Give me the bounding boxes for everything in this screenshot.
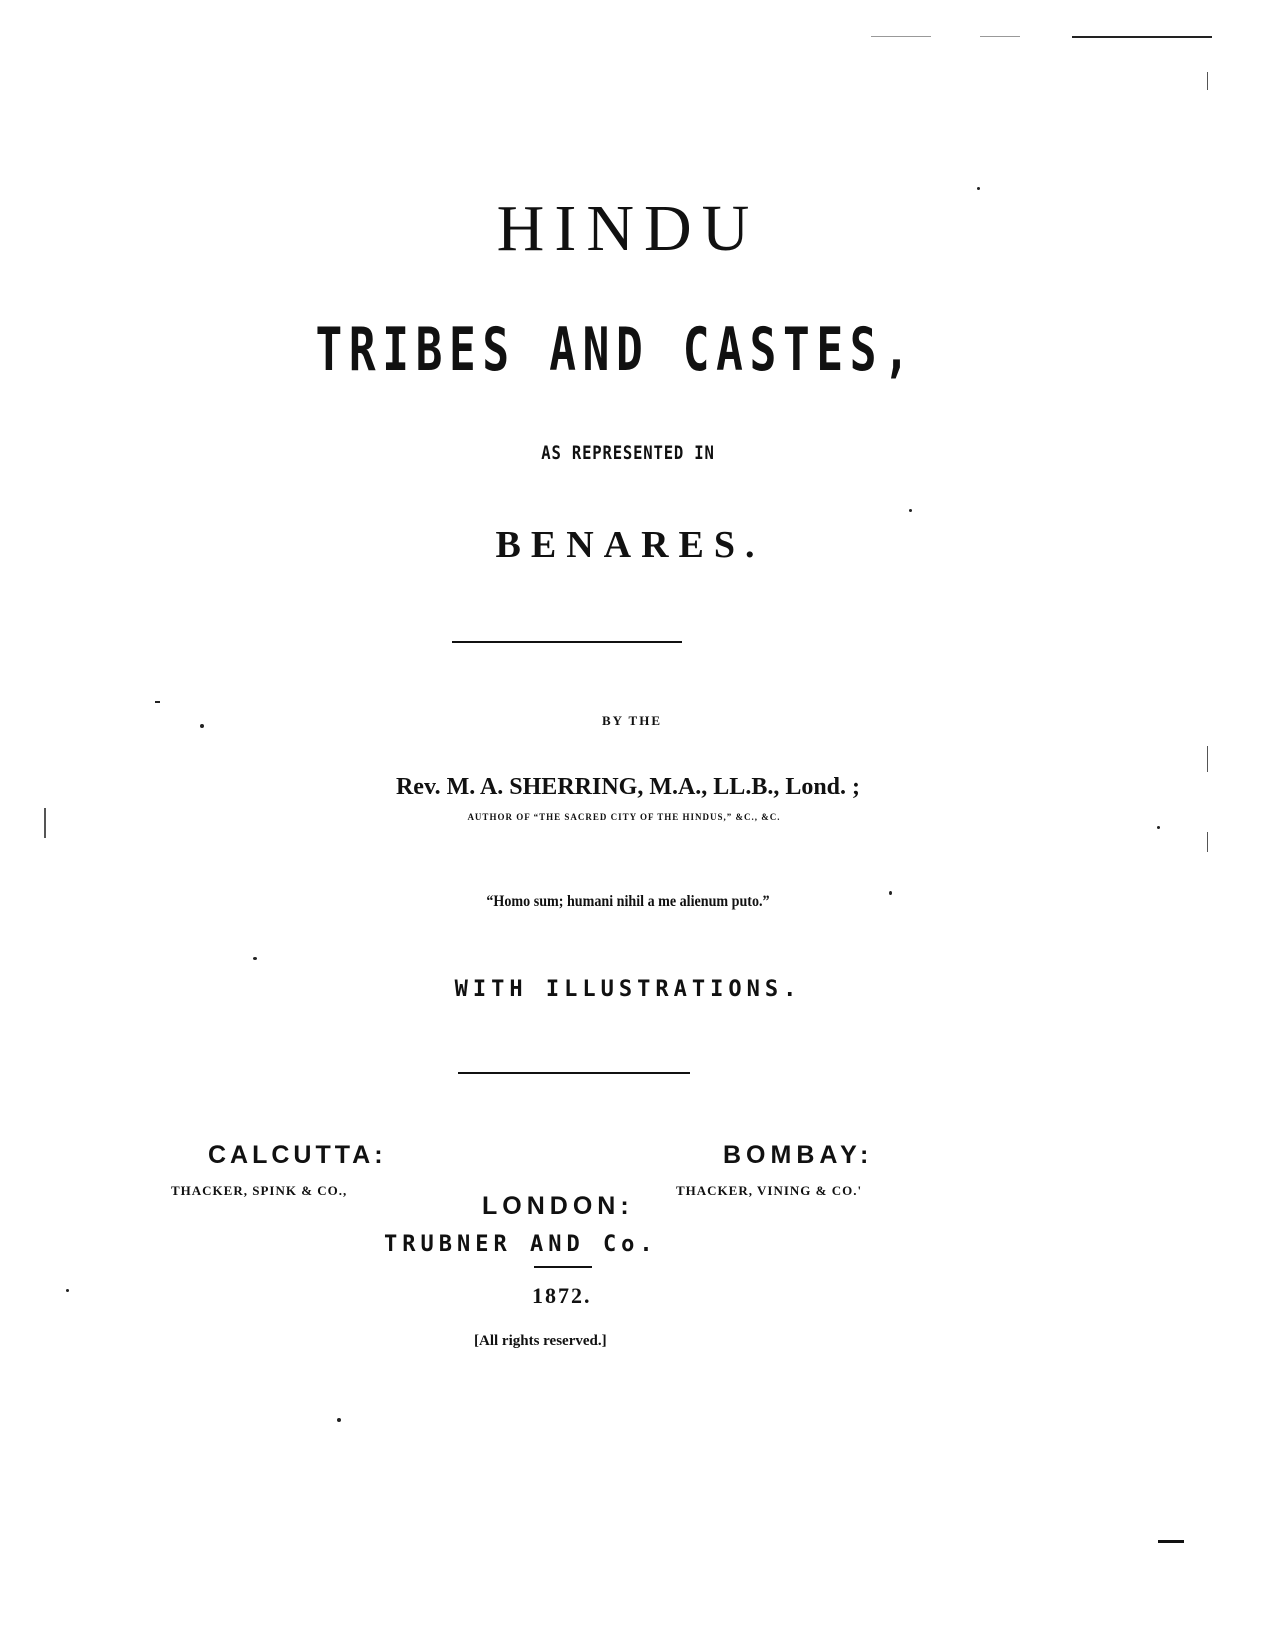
scan-mark — [871, 36, 931, 37]
scan-mark — [1207, 72, 1208, 90]
imprint-london-publisher: TRUBNER AND Co. — [384, 1232, 658, 1257]
scan-mark — [44, 808, 46, 838]
title-tribes-and-castes: TRIBES AND CASTES, — [315, 315, 917, 385]
scan-speck — [253, 957, 257, 960]
scan-speck — [200, 724, 204, 728]
scan-mark — [980, 36, 1020, 37]
scan-mark — [1158, 1540, 1184, 1543]
title-benares: BENARES. — [495, 524, 765, 566]
scan-speck — [66, 1289, 69, 1292]
rights-notice: [All rights reserved.] — [474, 1333, 607, 1349]
scan-speck — [155, 701, 160, 703]
imprint-bombay-city: BOMBAY: — [723, 1141, 874, 1169]
scan-mark — [1207, 746, 1208, 772]
scan-mark — [1072, 36, 1212, 38]
imprint-bombay-publisher: THACKER, VINING & CO.' — [676, 1183, 863, 1198]
subtitle-as-represented-in: AS REPRESENTED IN — [541, 442, 715, 464]
scan-speck — [889, 891, 892, 895]
scan-speck — [1157, 826, 1160, 829]
divider-rule-short — [534, 1266, 592, 1268]
imprint-london-city: LONDON: — [482, 1192, 634, 1220]
title-hindu: HINDU — [496, 192, 760, 265]
author-credits: AUTHOR OF “THE SACRED CITY OF THE HINDUS,” &C., &C. — [467, 812, 781, 822]
scan-speck — [909, 509, 912, 512]
imprint-calcutta-city: CALCUTTA: — [208, 1141, 387, 1169]
divider-rule-upper — [452, 641, 682, 643]
scan-speck — [977, 187, 980, 190]
latin-motto: “Homo sum; humani nihil a me alienum puto.” — [486, 893, 770, 910]
scan-mark — [1207, 832, 1208, 852]
author-name: Rev. M. A. SHERRING, M.A., LL.B., Lond. ; — [395, 774, 861, 800]
publication-year: 1872. — [532, 1283, 592, 1308]
with-illustrations: WITH ILLUSTRATIONS. — [454, 977, 802, 1002]
divider-rule-lower — [458, 1072, 690, 1074]
imprint-calcutta-publisher: THACKER, SPINK & CO., — [171, 1183, 348, 1198]
byline-by-the: BY THE — [601, 713, 663, 728]
scan-speck — [337, 1418, 341, 1422]
